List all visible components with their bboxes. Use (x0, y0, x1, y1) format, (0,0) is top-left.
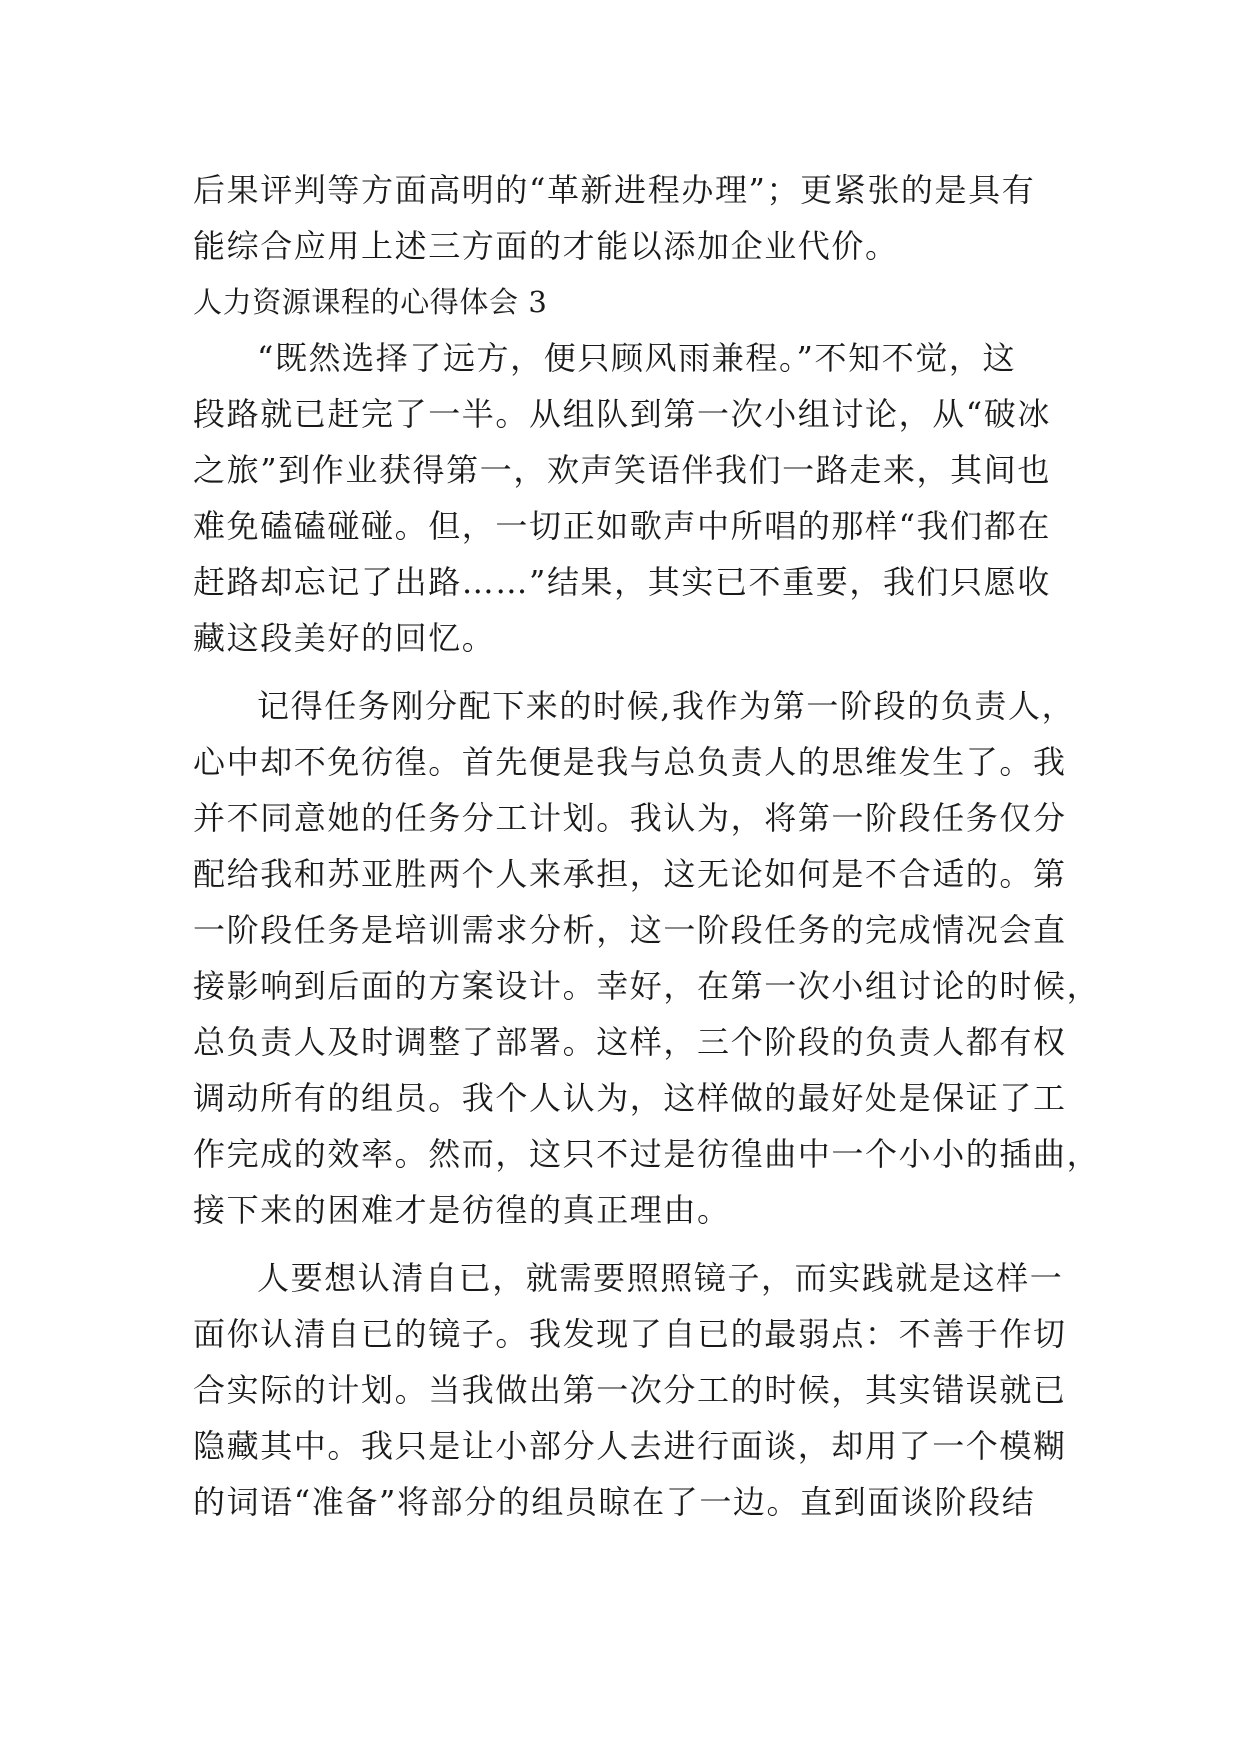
text-line: 能综合应用上述三方面的才能以添加企业代价。 (193, 227, 899, 265)
text-line: “既然选择了远方，便只顾风雨兼程。”不知不觉，这 (257, 339, 1017, 377)
text-line: 的词语“准备”将部分的组员晾在了一边。直到面谈阶段结 (193, 1483, 1036, 1521)
text-line: 之旅”到作业获得第一，欢声笑语伴我们一路走来，其间也 (193, 451, 1051, 489)
text-line: 难免磕磕碰碰。但，一切正如歌声中所唱的那样“我们都在 (193, 507, 1051, 545)
text-line: 隐藏其中。我只是让小部分人去进行面谈，却用了一个模糊 (193, 1427, 1067, 1465)
text-line: 心中却不免彷徨。首先便是我与总负责人的思维发生了。我 (193, 743, 1067, 781)
paragraph-1 (193, 330, 1049, 666)
text-line: 段路就已赶完了一半。从组队到第一次小组讨论，从“破冰 (193, 395, 1051, 433)
text-line: 面你认清自已的镜子。我发现了自已的最弱点：不善于作切 (193, 1315, 1067, 1353)
paragraph-2 (193, 678, 1101, 1238)
text-line: 赶路却忘记了出路……”结果，其实已不重要，我们只愿收 (193, 563, 1051, 601)
text-line: 配给我和苏亚胜两个人来承担，这无论如何是不合适的。第 (193, 855, 1067, 893)
text-line: 人要想认清自已，就需要照照镜子，而实践就是这样一 (257, 1259, 1064, 1297)
paragraph-3 (193, 1250, 1067, 1530)
text-line: 作完成的效率。然而，这只不过是彷徨曲中一个小小的插曲， (193, 1135, 1101, 1173)
text-line: 合实际的计划。当我做出第一次分工的时候，其实错误就已 (193, 1371, 1067, 1409)
previous-section-tail (193, 162, 1049, 274)
text-line: 一阶段任务是培训需求分析，这一阶段任务的完成情况会直 (193, 911, 1067, 949)
text-line: 藏这段美好的回忆。 (193, 619, 496, 657)
text-line: 记得任务刚分配下来的时候,我作为第一阶段的负责人， (257, 687, 1076, 725)
text-line: 调动所有的组员。我个人认为，这样做的最好处是保证了工 (193, 1079, 1067, 1117)
text-line: 接影响到后面的方案设计。幸好，在第一次小组讨论的时候， (193, 967, 1101, 1005)
document-body (193, 162, 1101, 1530)
text-line: 并不同意她的任务分工计划。我认为，将第一阶段任务仅分 (193, 799, 1067, 837)
section-heading: 人力资源课程的心得体会 3 (193, 285, 548, 319)
text-line: 后果评判等方面高明的“革新进程办理”；更紧张的是具有 (193, 171, 1036, 209)
text-line: 接下来的困难才是彷徨的真正理由。 (193, 1191, 731, 1229)
text-line: 总负责人及时调整了部署。这样，三个阶段的负责人都有权 (193, 1023, 1067, 1061)
